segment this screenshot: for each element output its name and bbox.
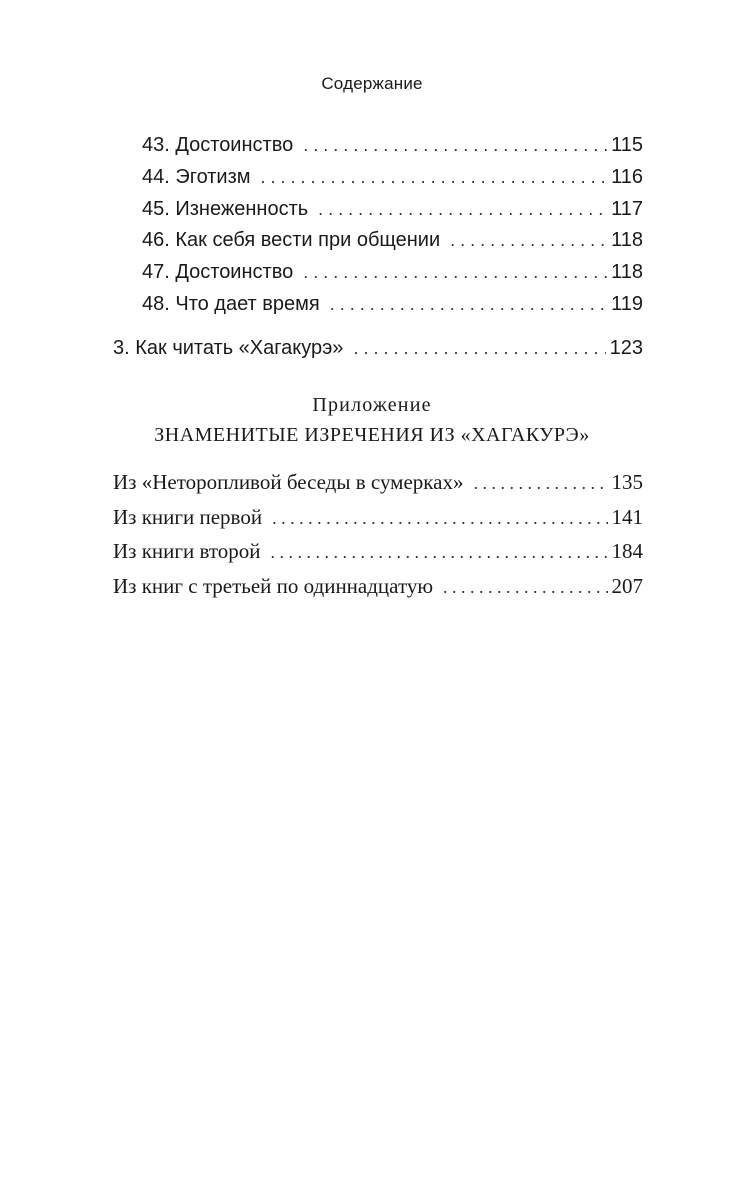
dot-leader: [443, 574, 607, 600]
toc-entry-title: 47. Достоинство: [142, 261, 294, 283]
toc-entry: [142, 132, 643, 158]
toc-entry-title: Из книг с третьей по одиннадцатую: [113, 574, 434, 598]
toc-entry: [142, 196, 643, 222]
dot-leader: [303, 259, 607, 285]
dot-leader: [318, 196, 607, 222]
toc-appendix-entry: [113, 504, 643, 530]
toc-entry-page: 141: [611, 505, 643, 529]
running-head: Содержание: [321, 74, 423, 93]
toc-entry-title: Из книги второй: [113, 539, 261, 563]
toc-entry-title: Из книги первой: [113, 505, 263, 529]
dot-leader: [330, 291, 607, 317]
toc-appendix-entry: [113, 573, 643, 599]
appendix-label: Приложение: [312, 394, 432, 416]
dot-leader: [272, 505, 607, 531]
toc-entry-page: 116: [611, 166, 643, 188]
toc-entry-page: 119: [611, 293, 643, 315]
toc-entry-page: 184: [611, 539, 643, 563]
toc-entry: [142, 164, 643, 190]
toc-entry-title: 48. Что дает время: [142, 293, 320, 315]
toc-entry-title: 3. Как читать «Хагакурэ»: [113, 337, 344, 359]
toc-entry-page: 117: [611, 198, 643, 220]
dot-leader: [261, 164, 608, 190]
dot-leader: [271, 539, 608, 565]
toc-entry-page: 123: [609, 337, 643, 359]
toc-entry-page: 135: [611, 470, 643, 494]
toc-entry-page: 207: [611, 574, 643, 598]
toc-entry: [142, 259, 643, 285]
dot-leader: [450, 227, 607, 253]
toc-entry: [142, 291, 643, 317]
toc-entry-page: 118: [611, 261, 643, 283]
dot-leader: [303, 132, 607, 158]
toc-entry-page: 118: [611, 229, 643, 251]
toc-entry-title: Из «Неторопливой беседы в сумерках»: [113, 470, 464, 494]
toc-chapter-entry: [113, 335, 643, 361]
toc-appendix-entry: [113, 469, 643, 495]
toc-entry: [142, 227, 643, 253]
toc-entry-title: 45. Изнеженность: [142, 198, 309, 220]
toc-entry-title: 44. Эготизм: [142, 166, 251, 188]
dot-leader: [353, 335, 605, 361]
toc-entry-title: 46. Как себя вести при общении: [142, 229, 441, 251]
dot-leader: [473, 470, 607, 496]
toc-entry-page: 115: [611, 134, 643, 156]
appendix-title: ЗНАМЕНИТЫЕ ИЗРЕЧЕНИЯ ИЗ «ХАГАКУРЭ»: [154, 424, 590, 446]
toc-entry-title: 43. Достоинство: [142, 134, 294, 156]
toc-appendix-entry: [113, 538, 643, 564]
